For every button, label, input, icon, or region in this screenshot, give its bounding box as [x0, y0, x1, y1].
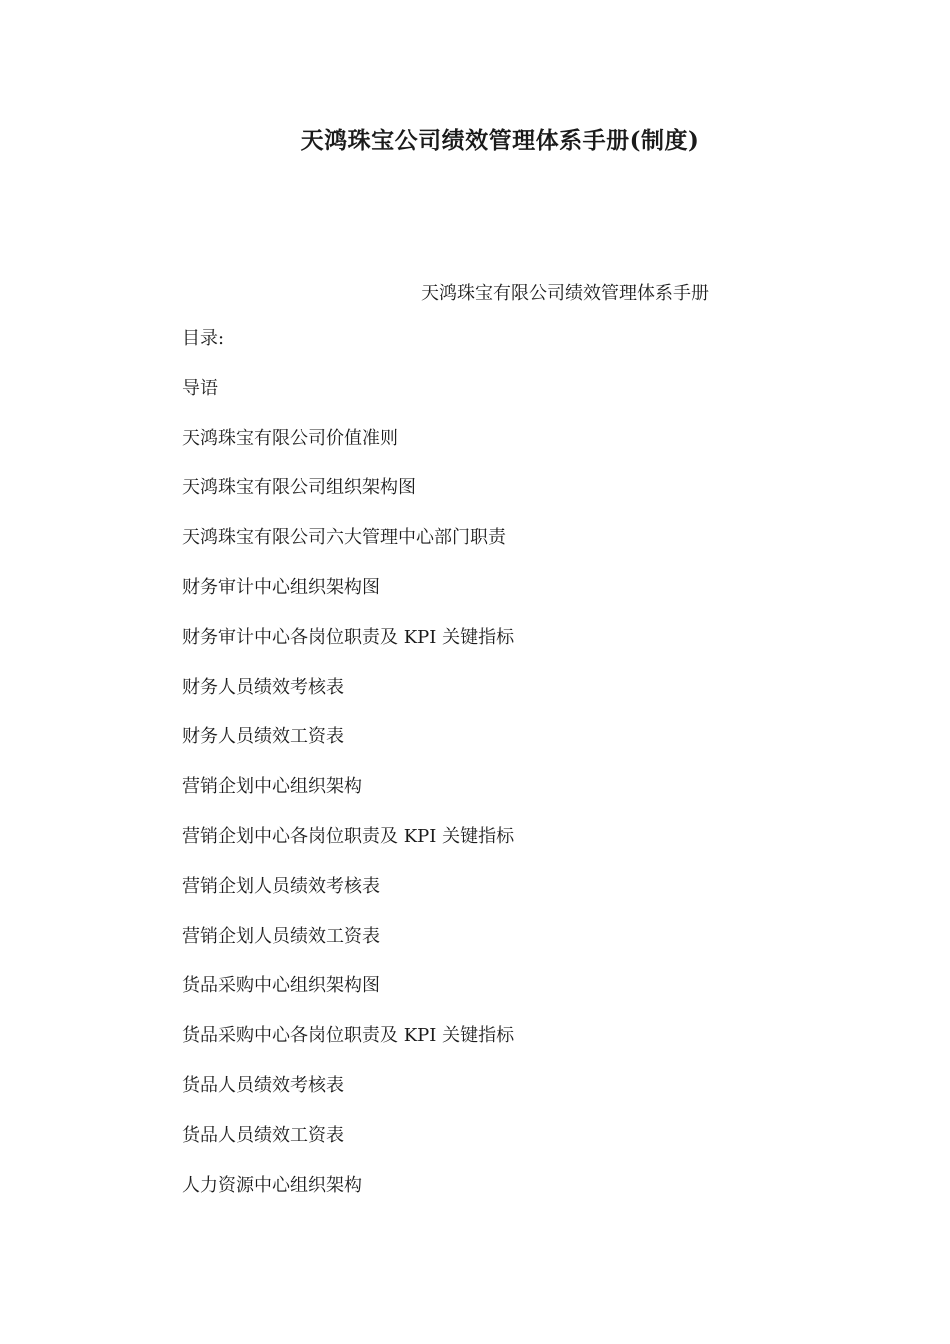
toc-item: 营销企划中心各岗位职责及 KPI 关键指标 [182, 825, 515, 847]
document-subtitle: 天鸿珠宝有限公司绩效管理体系手册 [421, 283, 709, 304]
toc-item: 货品采购中心各岗位职责及 KPI 关键指标 [182, 1025, 515, 1047]
toc-heading: 目录: [182, 328, 225, 349]
toc-item: 天鸿珠宝有限公司价值准则 [182, 427, 398, 449]
toc-item: 货品人员绩效考核表 [182, 1074, 344, 1096]
toc-item: 天鸿珠宝有限公司六大管理中心部门职责 [182, 527, 506, 549]
toc-item: 财务审计中心各岗位职责及 KPI 关键指标 [182, 626, 515, 648]
toc-item: 营销企划人员绩效考核表 [182, 875, 380, 897]
toc-item: 导语 [182, 377, 218, 399]
toc-item: 财务人员绩效工资表 [182, 726, 344, 748]
toc-item: 营销企划人员绩效工资表 [182, 925, 380, 947]
table-of-contents [182, 327, 514, 1223]
toc-item: 天鸿珠宝有限公司组织架构图 [182, 477, 416, 499]
toc-item: 货品采购中心组织架构图 [182, 975, 380, 997]
toc-item: 营销企划中心组织架构 [182, 776, 362, 798]
document-title: 天鸿珠宝公司绩效管理体系手册(制度) [300, 127, 700, 154]
toc-item: 人力资源中心组织架构 [182, 1174, 362, 1196]
toc-item: 财务人员绩效考核表 [182, 676, 344, 698]
toc-item: 财务审计中心组织架构图 [182, 576, 380, 598]
toc-item: 货品人员绩效工资表 [182, 1124, 344, 1146]
